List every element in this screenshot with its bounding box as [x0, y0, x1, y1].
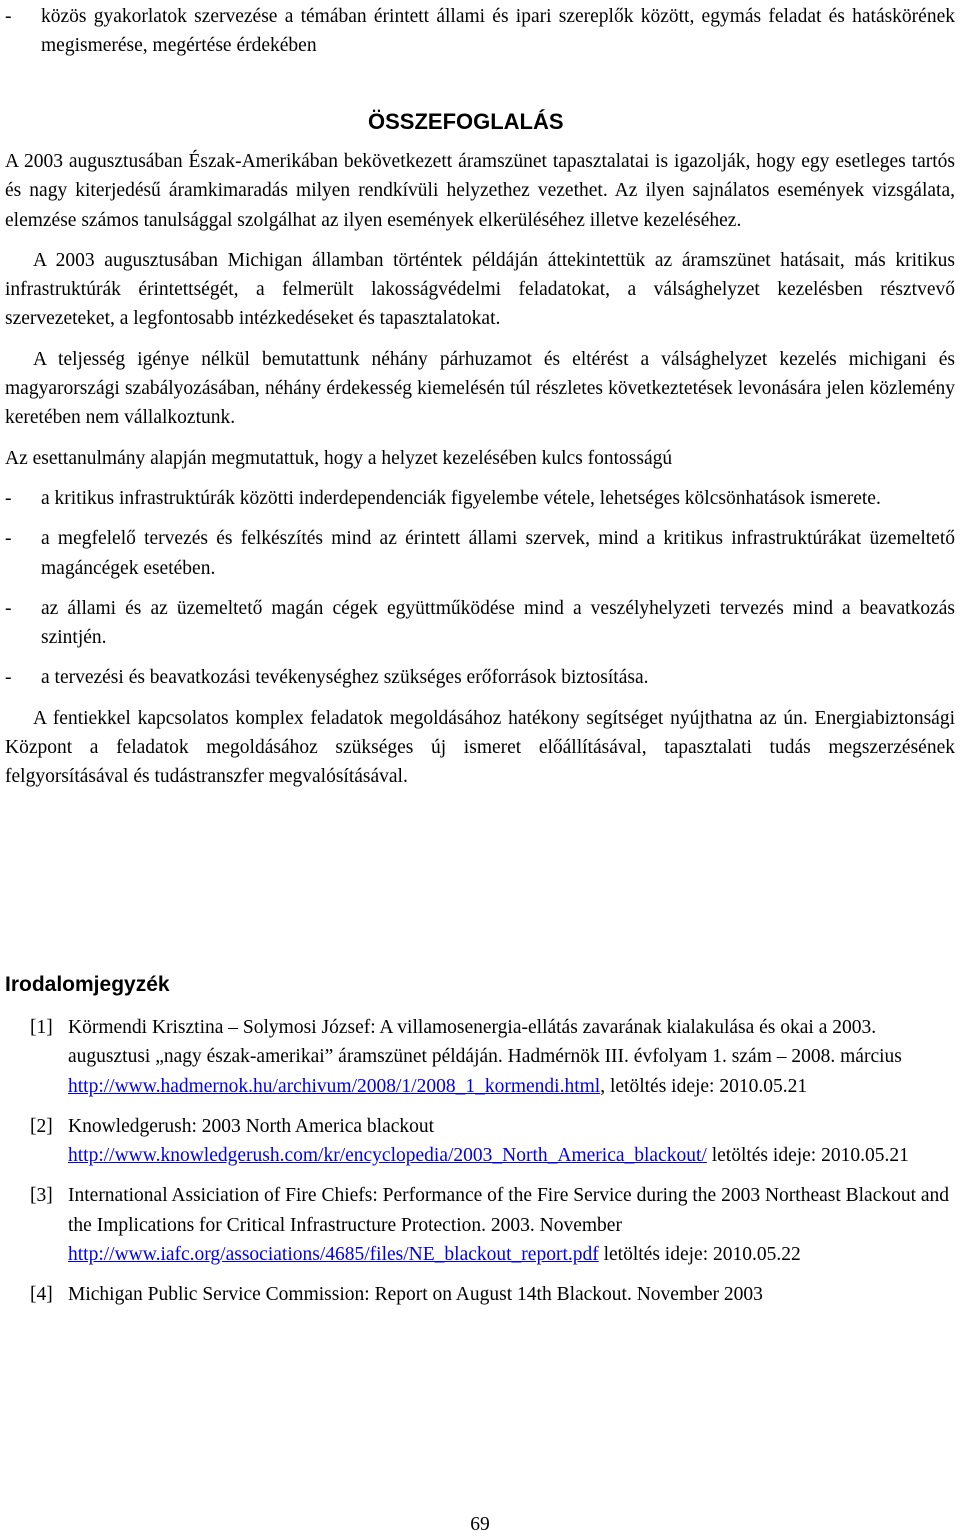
list-item-text: az állami és az üzemeltető magán cégek együttműködése mind a veszélyhelyzeti tervezés mind a beavatkozás szintjén.: [41, 597, 955, 649]
reference-number: [4]: [30, 1284, 53, 1306]
list-dash: -: [5, 487, 12, 509]
summary-closing-paragraph: A fentiekkel kapcsolatos komplex feladatok megoldásához hatékony segítséget nyújthatna az ún. Energiabiztonsági Központ a feladatok megoldásához szükséges új ismeret előállításával, tapasztalati tudás megszerzésének felgyorsításával és tudástranszfer megvalósításával.: [5, 707, 955, 788]
reference-text: Michigan Public Service Commission: Report on August 14th Blackout. November 2003: [68, 1284, 763, 1306]
bullet-dash: -: [5, 6, 12, 27]
list-item-text: a megfelelő tervezés és felkészítés mind az érintett állami szervek, mind a kritikus infrastruktúrákat üzemeltető magáncégek esetében.: [41, 528, 955, 579]
list-item-text: a tervezési és beavatkozási tevékenységhez szükséges erőforrások biztosítása.: [41, 667, 649, 689]
reference-download-date: letöltés ideje: 2010.05.22: [598, 1244, 801, 1266]
list-item: [5, 663, 955, 692]
list-item-text: a kritikus infrastruktúrák közötti inderdependenciák figyelembe vétele, lehetséges kölcsönhatások ismerete.: [41, 487, 881, 509]
reference-item: [30, 1181, 960, 1269]
bullet-item-joint-exercises: [5, 2, 955, 60]
reference-link[interactable]: http://www.knowledgerush.com/kr/encyclopedia/2003_North_America_blackout/: [68, 1145, 707, 1167]
list-dash: -: [5, 667, 12, 689]
reference-item: [30, 1013, 960, 1101]
summary-paragraph-4: Az esettanulmány alapján megmutattuk, hogy a helyzet kezelésében kulcs fontosságú: [5, 447, 673, 469]
list-dash: -: [5, 597, 12, 619]
summary-heading: ÖSSZEFOGLALÁS: [368, 109, 564, 134]
reference-number: [1]: [30, 1017, 53, 1038]
reference-text: Knowledgerush: 2003 North America blackout: [68, 1115, 435, 1137]
bullet-text: közös gyakorlatok szervezése a témában érintett állami és ipari szereplők között, egymás feladat és hatáskörének megismerése, megértése érdekében: [41, 6, 955, 56]
reference-download-date: letöltés ideje: 2010.05.21: [706, 1145, 909, 1167]
list-item: [5, 484, 955, 513]
page-number: 69: [470, 1514, 490, 1535]
list-item: [5, 594, 955, 653]
summary-paragraph-2: A 2003 augusztusában Michigan államban történtek példáján áttekintettük az áramszünet hatásait, más kritikus infrastruktúrák érintettségét, a felmerült lakosságvédelmi feladatokat, a válsághelyzet kezelésben résztvevő szervezeteket, a legfontosabb intézkedéseket és tapasztalatokat.: [5, 249, 955, 330]
references-list: [30, 1013, 960, 1321]
reference-item: [30, 1112, 960, 1171]
list-dash: -: [5, 528, 12, 550]
reference-link[interactable]: http://www.iafc.org/associations/4685/files/NE_blackout_report.pdf: [68, 1244, 599, 1266]
summary-paragraph-3: A teljesség igénye nélkül bemutattunk néhány párhuzamot és eltérést a válsághelyzet kezelés michigani és magyarországi szabályozásában, néhány érdekesség kiemelésén túl részletes következtetések levonására jelen közlemény keretében nem vállalkoztunk.: [5, 348, 955, 429]
reference-download-date: , letöltés ideje: 2010.05.21: [600, 1075, 808, 1097]
references-heading: Irodalomjegyzék: [5, 973, 170, 996]
reference-item: [30, 1280, 960, 1309]
summary-section: [5, 147, 955, 803]
reference-text: International Assiciation of Fire Chiefs: Performance of the Fire Service during the 2003 Northeast Blackout and the Implications for Critical Infrastructure Protection. 2003. November: [68, 1185, 950, 1236]
reference-link[interactable]: http://www.hadmernok.hu/archivum/2008/1/2008_1_kormendi.html: [68, 1075, 601, 1097]
reference-text: Körmendi Krisztina – Solymosi József: A villamosenergia-ellátás zavarának kialakulása és okai a 2003. augusztusi „nagy észak-amerikai” áramszünet példáján. Hadmérnök III. évfolyam 1. szám – 2008. március: [68, 1017, 902, 1068]
reference-number: [2]: [30, 1115, 53, 1137]
list-item: [5, 524, 955, 583]
reference-number: [3]: [30, 1185, 53, 1207]
summary-paragraph-1: A 2003 augusztusában Észak-Amerikában bekövetkezett áramszünet tapasztalatai is igazolják, hogy egy esetleges tartós és nagy kiterjedésű áramkimaradás milyen rendkívüli helyzethez vezethet. Az ilyen sajnálatos események vizsgálata, elemzése számos tanulsággal szolgálhat az ilyen események elkerüléséhez illetve kezeléséhez.: [5, 151, 955, 231]
